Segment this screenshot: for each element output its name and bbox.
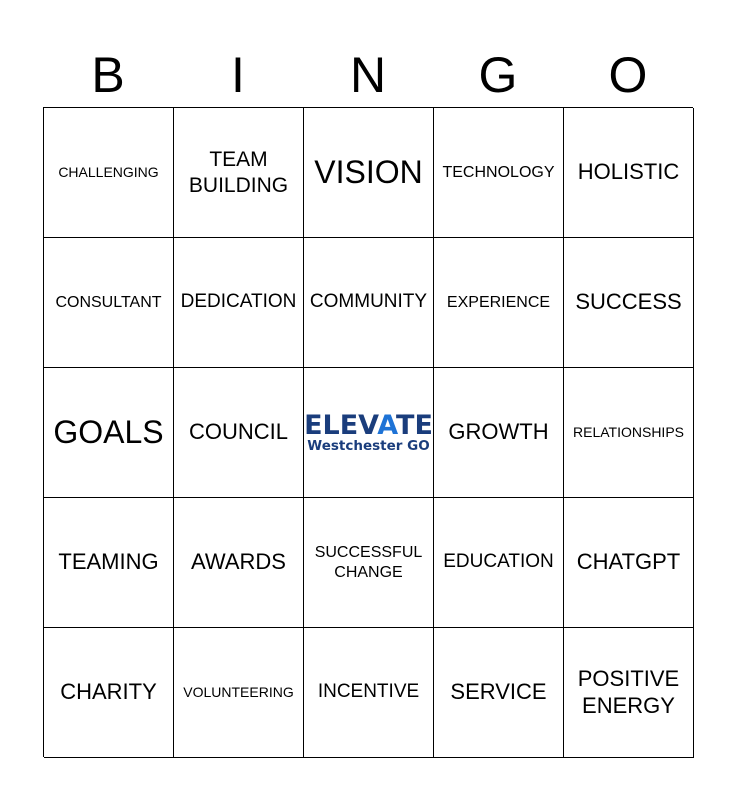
free-space-cell[interactable] bbox=[304, 368, 434, 498]
bingo-cell[interactable]: DEDICATION bbox=[174, 238, 304, 368]
elevate-logo: ELEVATE Westchester GO bbox=[304, 409, 433, 454]
bingo-cell[interactable]: SERVICE bbox=[434, 628, 564, 758]
bingo-cell[interactable]: TEAM BUILDING bbox=[174, 108, 304, 238]
bingo-cell[interactable]: EDUCATION bbox=[434, 498, 564, 628]
bingo-cell[interactable]: TEAMING bbox=[44, 498, 174, 628]
bingo-cell[interactable]: CHATGPT bbox=[564, 498, 694, 628]
bingo-cell[interactable]: CHALLENGING bbox=[44, 108, 174, 238]
bingo-cell[interactable]: INCENTIVE bbox=[304, 628, 434, 758]
bingo-cell[interactable]: CHARITY bbox=[44, 628, 174, 758]
header-letter-g: G bbox=[478, 47, 518, 103]
bingo-cell[interactable]: TECHNOLOGY bbox=[434, 108, 564, 238]
bingo-cell[interactable]: COUNCIL bbox=[174, 368, 304, 498]
bingo-cell[interactable]: VISION bbox=[304, 108, 434, 238]
header-letter-i: I bbox=[231, 47, 245, 103]
bingo-cell[interactable]: SUCCESSFUL CHANGE bbox=[304, 498, 434, 628]
bingo-cell[interactable]: EXPERIENCE bbox=[434, 238, 564, 368]
bingo-cell[interactable]: SUCCESS bbox=[564, 238, 694, 368]
header-letter-o: O bbox=[608, 47, 648, 103]
bingo-cell[interactable]: GROWTH bbox=[434, 368, 564, 498]
bingo-cell[interactable]: RELATIONSHIPS bbox=[564, 368, 694, 498]
bingo-board bbox=[43, 107, 693, 757]
bingo-header bbox=[43, 44, 693, 106]
bingo-cell[interactable]: GOALS bbox=[44, 368, 174, 498]
bingo-cell[interactable]: POSITIVE ENERGY bbox=[564, 628, 694, 758]
header-letter-b: B bbox=[91, 47, 125, 103]
bingo-cell[interactable]: CONSULTANT bbox=[44, 238, 174, 368]
bingo-cell[interactable]: COMMUNITY bbox=[304, 238, 434, 368]
bingo-cell[interactable]: VOLUNTEERING bbox=[174, 628, 304, 758]
header-letter-n: N bbox=[349, 47, 387, 103]
bingo-cell[interactable]: HOLISTIC bbox=[564, 108, 694, 238]
bingo-cell[interactable]: AWARDS bbox=[174, 498, 304, 628]
